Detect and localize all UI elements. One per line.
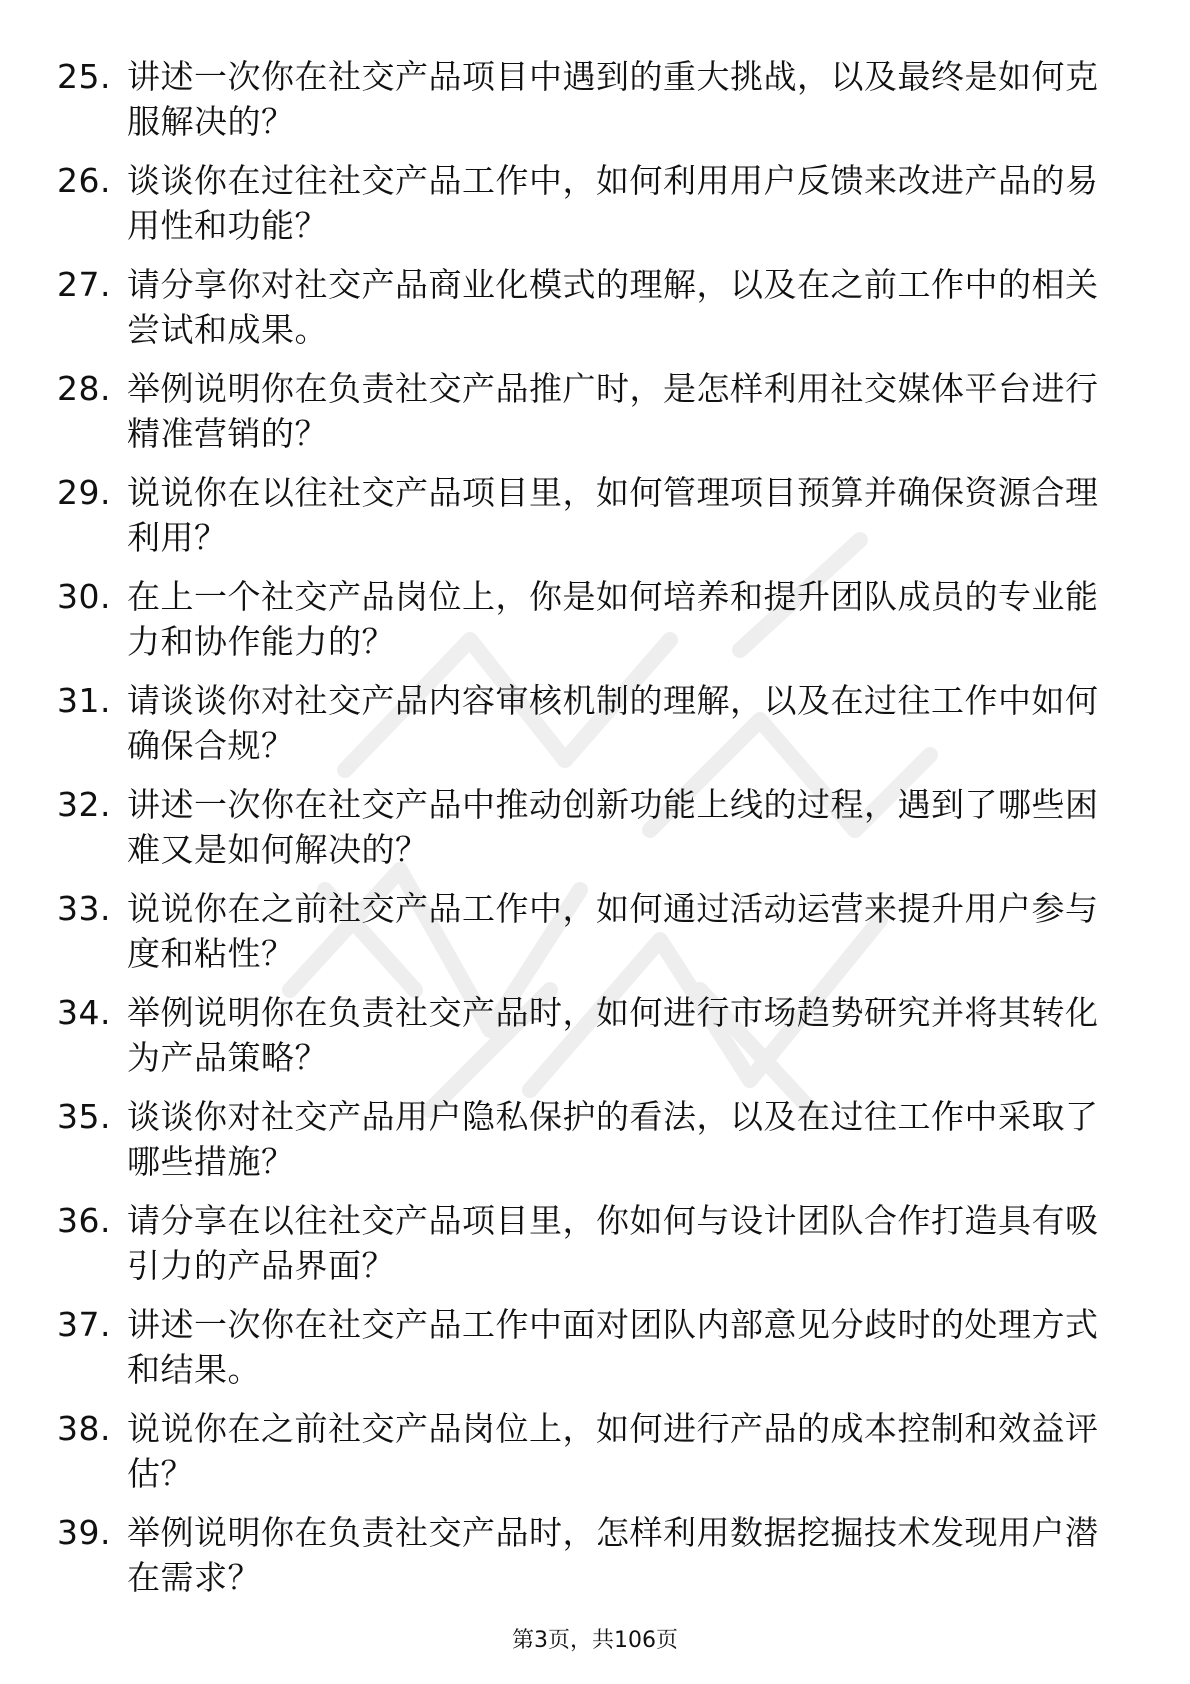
page-footer	[0, 1626, 1190, 1656]
question-number: 34.	[57, 993, 111, 1032]
question-text: 说说你在之前社交产品工作中，如何通过活动运营来提升用户参与度和粘性？	[127, 889, 1099, 973]
question-text: 举例说明你在负责社交产品推广时，是怎样利用社交媒体平台进行精准营销的？	[127, 369, 1099, 453]
question-item	[57, 678, 1117, 782]
question-item	[57, 54, 1117, 158]
question-text: 谈谈你在过往社交产品工作中，如何利用用户反馈来改进产品的易用性和功能？	[127, 161, 1099, 245]
question-item	[57, 1406, 1117, 1510]
question-text: 讲述一次你在社交产品项目中遇到的重大挑战，以及最终是如何克服解决的？	[127, 57, 1099, 141]
question-number: 37.	[57, 1305, 111, 1344]
question-list	[57, 54, 1117, 1614]
question-item	[57, 1510, 1117, 1614]
page-number-label: 第3页，共106页	[512, 1628, 678, 1653]
question-item	[57, 574, 1117, 678]
question-number: 26.	[57, 161, 111, 200]
question-number: 32.	[57, 785, 111, 824]
question-text: 在上一个社交产品岗位上，你是如何培养和提升团队成员的专业能力和协作能力的？	[127, 577, 1099, 661]
question-item	[57, 1094, 1117, 1198]
question-number: 25.	[57, 57, 111, 96]
question-item	[57, 886, 1117, 990]
question-number: 28.	[57, 369, 111, 408]
question-text: 说说你在之前社交产品岗位上，如何进行产品的成本控制和效益评估？	[127, 1409, 1099, 1493]
question-number: 39.	[57, 1513, 111, 1552]
question-number: 33.	[57, 889, 111, 928]
question-number: 29.	[57, 473, 111, 512]
question-number: 36.	[57, 1201, 111, 1240]
question-item	[57, 262, 1117, 366]
question-item	[57, 990, 1117, 1094]
question-text: 谈谈你对社交产品用户隐私保护的看法，以及在过往工作中采取了哪些措施？	[127, 1097, 1099, 1181]
question-item	[57, 158, 1117, 262]
question-text: 举例说明你在负责社交产品时，怎样利用数据挖掘技术发现用户潜在需求？	[127, 1513, 1099, 1597]
question-number: 27.	[57, 265, 111, 304]
question-text: 说说你在以往社交产品项目里，如何管理项目预算并确保资源合理利用？	[127, 473, 1099, 557]
question-text: 请分享在以往社交产品项目里，你如何与设计团队合作打造具有吸引力的产品界面？	[127, 1201, 1099, 1285]
question-item	[57, 1198, 1117, 1302]
question-text: 讲述一次你在社交产品中推动创新功能上线的过程，遇到了哪些困难又是如何解决的？	[127, 785, 1099, 869]
question-item	[57, 470, 1117, 574]
question-text: 请分享你对社交产品商业化模式的理解，以及在之前工作中的相关尝试和成果。	[127, 265, 1099, 349]
question-text: 请谈谈你对社交产品内容审核机制的理解，以及在过往工作中如何确保合规？	[127, 681, 1099, 765]
question-number: 30.	[57, 577, 111, 616]
question-number: 31.	[57, 681, 111, 720]
question-text: 讲述一次你在社交产品工作中面对团队内部意见分歧时的处理方式和结果。	[127, 1305, 1099, 1389]
question-number: 38.	[57, 1409, 111, 1448]
question-text: 举例说明你在负责社交产品时，如何进行市场趋势研究并将其转化为产品策略？	[127, 993, 1099, 1077]
question-item	[57, 1302, 1117, 1406]
question-number: 35.	[57, 1097, 111, 1136]
question-item	[57, 366, 1117, 470]
question-item	[57, 782, 1117, 886]
